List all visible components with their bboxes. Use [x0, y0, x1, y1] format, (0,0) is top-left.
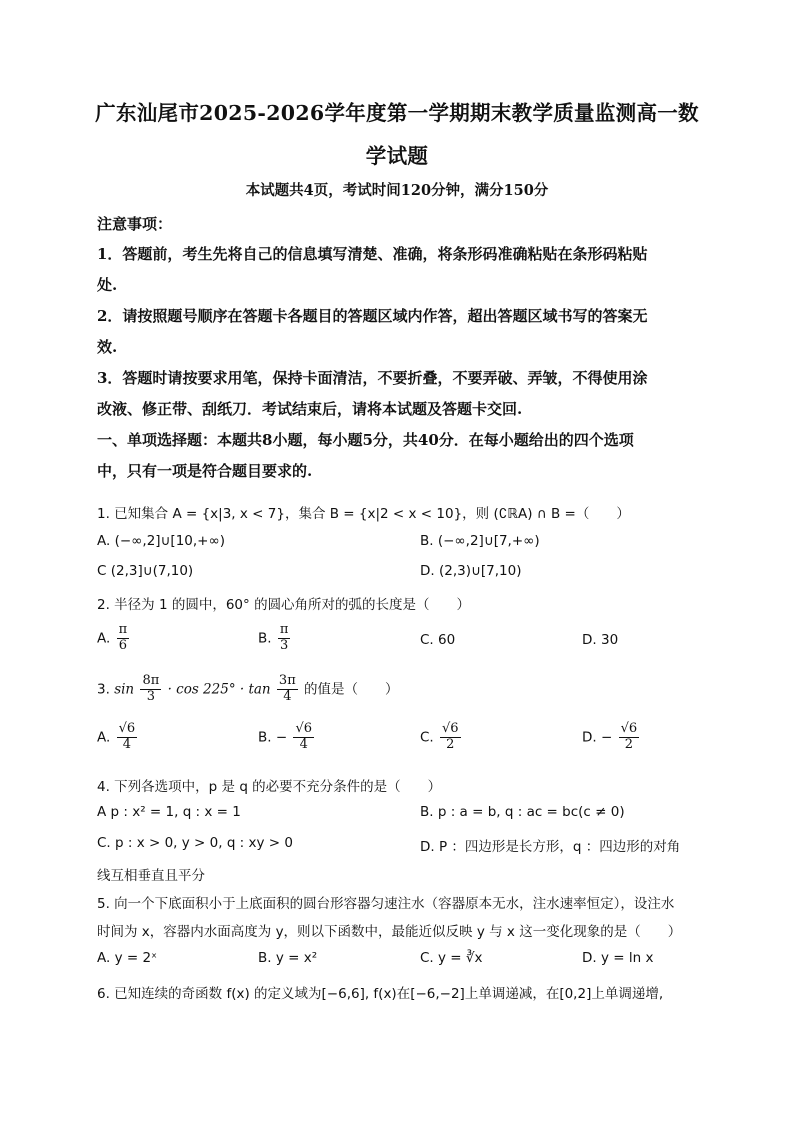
q3-middle: · cos 225° · tan	[167, 681, 271, 698]
q1-option-b: B. (−∞,2]∪[7,+∞)	[420, 533, 540, 549]
q3-fraction1-den: 3	[146, 688, 155, 704]
q5-option-b: B. y = x²	[258, 950, 318, 966]
exam-title-line2: 学试题	[365, 144, 429, 168]
q3-option-a-fraction	[117, 722, 138, 753]
q4-option-b: B. p : a = b, q : ac = bc(c ≠ 0)	[420, 804, 625, 820]
q3-option-b	[258, 722, 316, 753]
q2-option-a-label: A.	[97, 630, 111, 647]
exam-subtitle: 本试题共4页，考试时间120分钟，满分150分	[245, 182, 549, 199]
q3-stem	[97, 674, 399, 705]
q3-option-d-den: 2	[624, 736, 634, 752]
q2-option-a	[97, 623, 131, 654]
q3-sin: sin	[114, 681, 135, 698]
q3-fraction2-den: 4	[283, 688, 292, 704]
q1-option-c: C (2,3]∪(7,10)	[97, 563, 194, 579]
q1-stem: 1. 已知集合 A = {x|3, x < 7}，集合 B = {x|2 < x < 10}，则 (∁ℝA) ∩ B =（ ）	[97, 506, 630, 522]
q4-option-d: D. P ：四边形是长方形，q ：四边形的对角	[420, 839, 681, 855]
q2-option-a-den: 6	[118, 637, 127, 653]
q3-option-a	[97, 722, 139, 753]
q4-option-c: C. p : x > 0, y > 0, q : xy > 0	[97, 835, 293, 851]
q2-option-a-fraction	[117, 623, 130, 654]
q4-option-a: A p : x² = 1, q : x = 1	[97, 804, 241, 820]
q3-option-c-num: √6	[442, 721, 459, 736]
section1-line2: 中，只有一项是符合题目要求的.	[97, 462, 313, 480]
q3-option-b-num: √6	[295, 721, 313, 736]
q3-option-b-den: 4	[299, 736, 308, 752]
q2-option-a-num: π	[118, 622, 128, 637]
q2-option-c: C. 60	[420, 632, 456, 648]
q3-option-a-den: 4	[122, 736, 132, 752]
q1-option-d: D. (2,3)∪[7,10)	[420, 563, 522, 579]
q5-line1: 5. 向一个下底面积小于上底面积的圆台形容器匀速注水（容器原本无水，注水速率恒定），设注水	[97, 896, 675, 912]
q5-line2: 时间为 x，容器内水面高度为 y，则以下函数中，最能近似反映 y 与 x 这一变化现象的是（ ）	[97, 924, 682, 940]
q3-option-c-label: C.	[420, 729, 434, 746]
notice-heading: 注意事项：	[97, 215, 173, 233]
q3-fraction1	[140, 674, 161, 705]
q3-option-d	[582, 722, 641, 753]
q3-fraction1-num: 8π	[142, 673, 160, 688]
q2-option-b-num: π	[279, 622, 289, 637]
q3-option-a-label: A.	[97, 729, 111, 746]
q5-option-c: C. y = ∛x	[420, 950, 483, 966]
q4-option-d-continued: 线互相垂直且平分	[97, 868, 205, 884]
q2-option-b-fraction	[278, 623, 291, 654]
exam-title-line1: 广东汕尾市2025-2026学年度第一学期期末教学质量监测高一数	[95, 101, 699, 125]
notice-item1-line1: 1．答题前，考生先将自己的信息填写清楚、准确，将条形码准确粘贴在条形码粘贴	[97, 245, 648, 263]
notice-item2-line1: 2．请按照题号顺序在答题卡各题目的答题区域内作答，超出答题区域书写的答案无	[97, 307, 648, 325]
q6-line1: 6. 已知连续的奇函数 f(x) 的定义域为[−6,6], f(x)在[−6,−2]上单调递减，在[0,2]上单调递增,	[97, 986, 664, 1002]
notice-item3-line2: 改液、修正带、刮纸刀．考试结束后，请将本试题及答题卡交回.	[97, 400, 523, 418]
notice-item1-line2: 处.	[97, 276, 118, 294]
q2-option-d: D. 30	[582, 632, 619, 648]
q3-option-d-num: √6	[620, 721, 638, 736]
q2-option-b	[258, 623, 292, 654]
q2-option-b-label: B.	[258, 630, 272, 647]
q1-option-a: A. (−∞,2]∪[10,+∞)	[97, 533, 225, 549]
q2-option-b-den: 3	[279, 637, 289, 653]
q3-fraction2	[277, 674, 298, 705]
q5-option-a: A. y = 2ˣ	[97, 950, 158, 966]
notice-item3-line1: 3．答题时请按要求用笔，保持卡面清洁，不要折叠，不要弄破、弄皱，不得使用涂	[97, 369, 648, 387]
q3-option-c-den: 2	[446, 736, 455, 752]
q2-stem: 2. 半径为 1 的圆中，60° 的圆心角所对的弧的长度是（ ）	[97, 597, 471, 613]
q5-option-d: D. y = ln x	[582, 950, 654, 966]
section1-line1: 一、单项选择题：本题共8小题，每小题5分，共40分．在每小题给出的四个选项	[97, 431, 634, 449]
q3-tail: 的值是（ ）	[304, 681, 399, 698]
q3-option-d-label: D. −	[582, 729, 613, 746]
q3-number: 3.	[97, 681, 110, 698]
q3-option-c-fraction	[440, 722, 461, 753]
q3-option-d-fraction	[619, 722, 640, 753]
q3-fraction2-num: 3π	[278, 673, 296, 688]
q3-option-a-num: √6	[118, 721, 136, 736]
notice-item2-line2: 效.	[97, 338, 118, 356]
q3-option-b-fraction	[293, 722, 314, 753]
q4-stem: 4. 下列各选项中，p 是 q 的必要不充分条件的是（ ）	[97, 779, 442, 795]
q3-option-b-label: B. −	[258, 729, 288, 746]
q3-option-c	[420, 722, 463, 753]
